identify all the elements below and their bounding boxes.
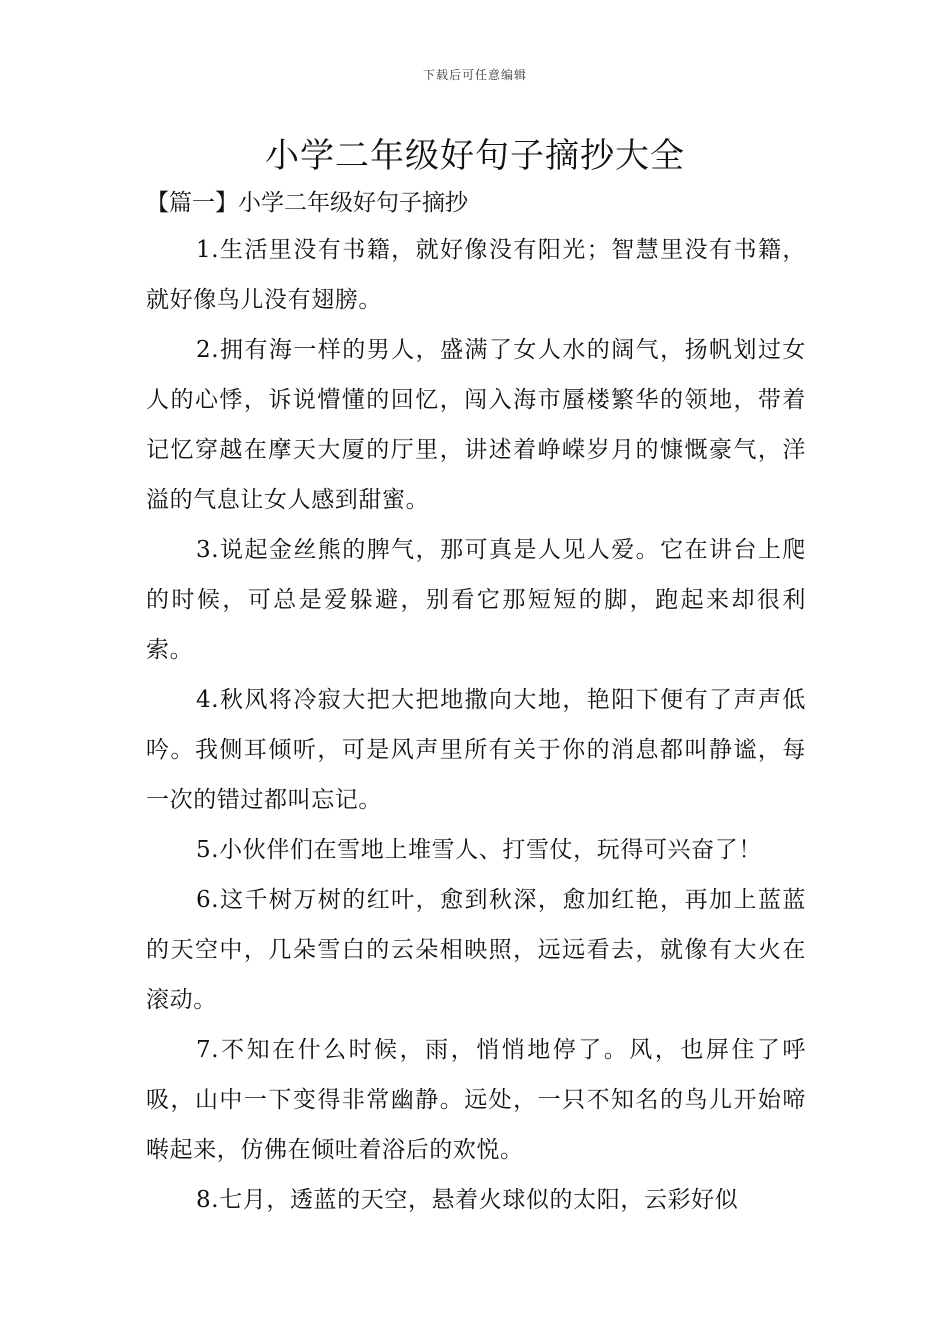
paragraph-1: 1.生活里没有书籍，就好像没有阳光；智慧里没有书籍，就好像鸟儿没有翅膀。	[146, 237, 806, 313]
paragraph-2: 2.拥有海一样的男人，盛满了女人水的阔气，扬帆划过女人的心悸，诉说懵懂的回忆，闯入海市蜃楼繁华的领地，带着记忆穿越在摩天大厦的厅里，讲述着峥嵘岁月的慷慨豪气，洋溢的气息让女人感到甜蜜。	[146, 337, 806, 513]
paragraph-3: 3.说起金丝熊的脾气，那可真是人见人爱。它在讲台上爬的时候，可总是爱躲避，别看它那短短的脚，跑起来却很利索。	[146, 537, 806, 663]
section-heading: 【篇一】小学二年级好句子摘抄	[146, 190, 468, 216]
paragraph-7: 7.不知在什么时候，雨，悄悄地停了。风，也屏住了呼吸，山中一下变得非常幽静。远处，一只不知名的鸟儿开始啼啭起来，仿佛在倾吐着浴后的欢悦。	[146, 1037, 806, 1163]
paragraph-5: 5.小伙伴们在雪地上堆雪人、打雪仗，玩得可兴奋了！	[196, 837, 762, 863]
paragraph-6: 6.这千树万树的红叶，愈到秋深，愈加红艳，再加上蓝蓝的天空中，几朵雪白的云朵相映照，远远看去，就像有大火在滚动。	[146, 887, 806, 1013]
paragraph-8: 8.七月，透蓝的天空，悬着火球似的太阳，云彩好似	[196, 1187, 739, 1213]
document-title: 小学二年级好句子摘抄大全	[265, 136, 685, 176]
document-body	[146, 225, 806, 1225]
paragraph-4: 4.秋风将冷寂大把大把地撒向大地，艳阳下便有了声声低吟。我侧耳倾听，可是风声里所有关于你的消息都叫静谧，每一次的错过都叫忘记。	[146, 687, 806, 813]
header-note: 下载后可任意编辑	[422, 68, 527, 82]
